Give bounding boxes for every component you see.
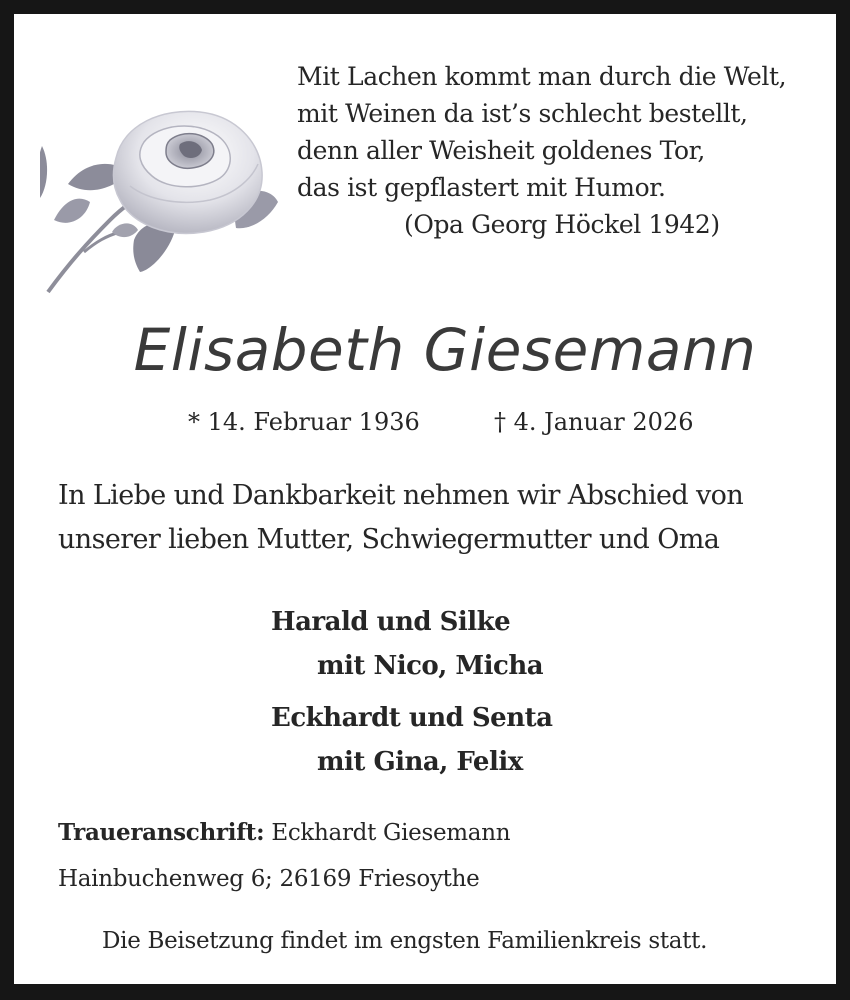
poem-line: denn aller Weisheit goldenes Tor, — [297, 136, 705, 165]
address-street: Hainbuchenweg 6; 26169 Friesoythe — [58, 866, 480, 892]
family-member: mit Nico, Micha — [317, 651, 544, 681]
poem-line: mit Weinen da ist’s schlecht bestellt, — [297, 99, 748, 128]
family-member: Harald und Silke — [271, 607, 511, 637]
address-label: Traueranschrift: — [58, 819, 265, 846]
family-member: Eckhardt und Senta — [271, 703, 553, 733]
birth-date: * 14. Februar 1936 — [188, 408, 420, 436]
poem-line: Mit Lachen kommt man durch die Welt, — [297, 62, 787, 91]
rose-icon — [40, 102, 280, 294]
deceased-name: Elisabeth Giesemann — [133, 316, 757, 384]
death-date: † 4. Januar 2026 — [494, 408, 694, 436]
tribute-text — [58, 474, 828, 562]
poem-line: das ist gepflastert mit Humor. — [297, 173, 666, 202]
poem-attribution: (Opa Georg Höckel 1942) — [404, 210, 720, 239]
poem — [297, 58, 837, 243]
tribute-line: In Liebe und Dankbarkeit nehmen wir Abschied von — [58, 480, 744, 511]
burial-note: Die Beisetzung findet im engsten Familienkreis statt. — [102, 928, 708, 954]
mourning-address — [58, 816, 510, 850]
address-name: Eckhardt Giesemann — [271, 820, 511, 846]
tribute-line: unserer lieben Mutter, Schwiegermutter und Oma — [58, 524, 720, 555]
family-member: mit Gina, Felix — [317, 747, 523, 777]
